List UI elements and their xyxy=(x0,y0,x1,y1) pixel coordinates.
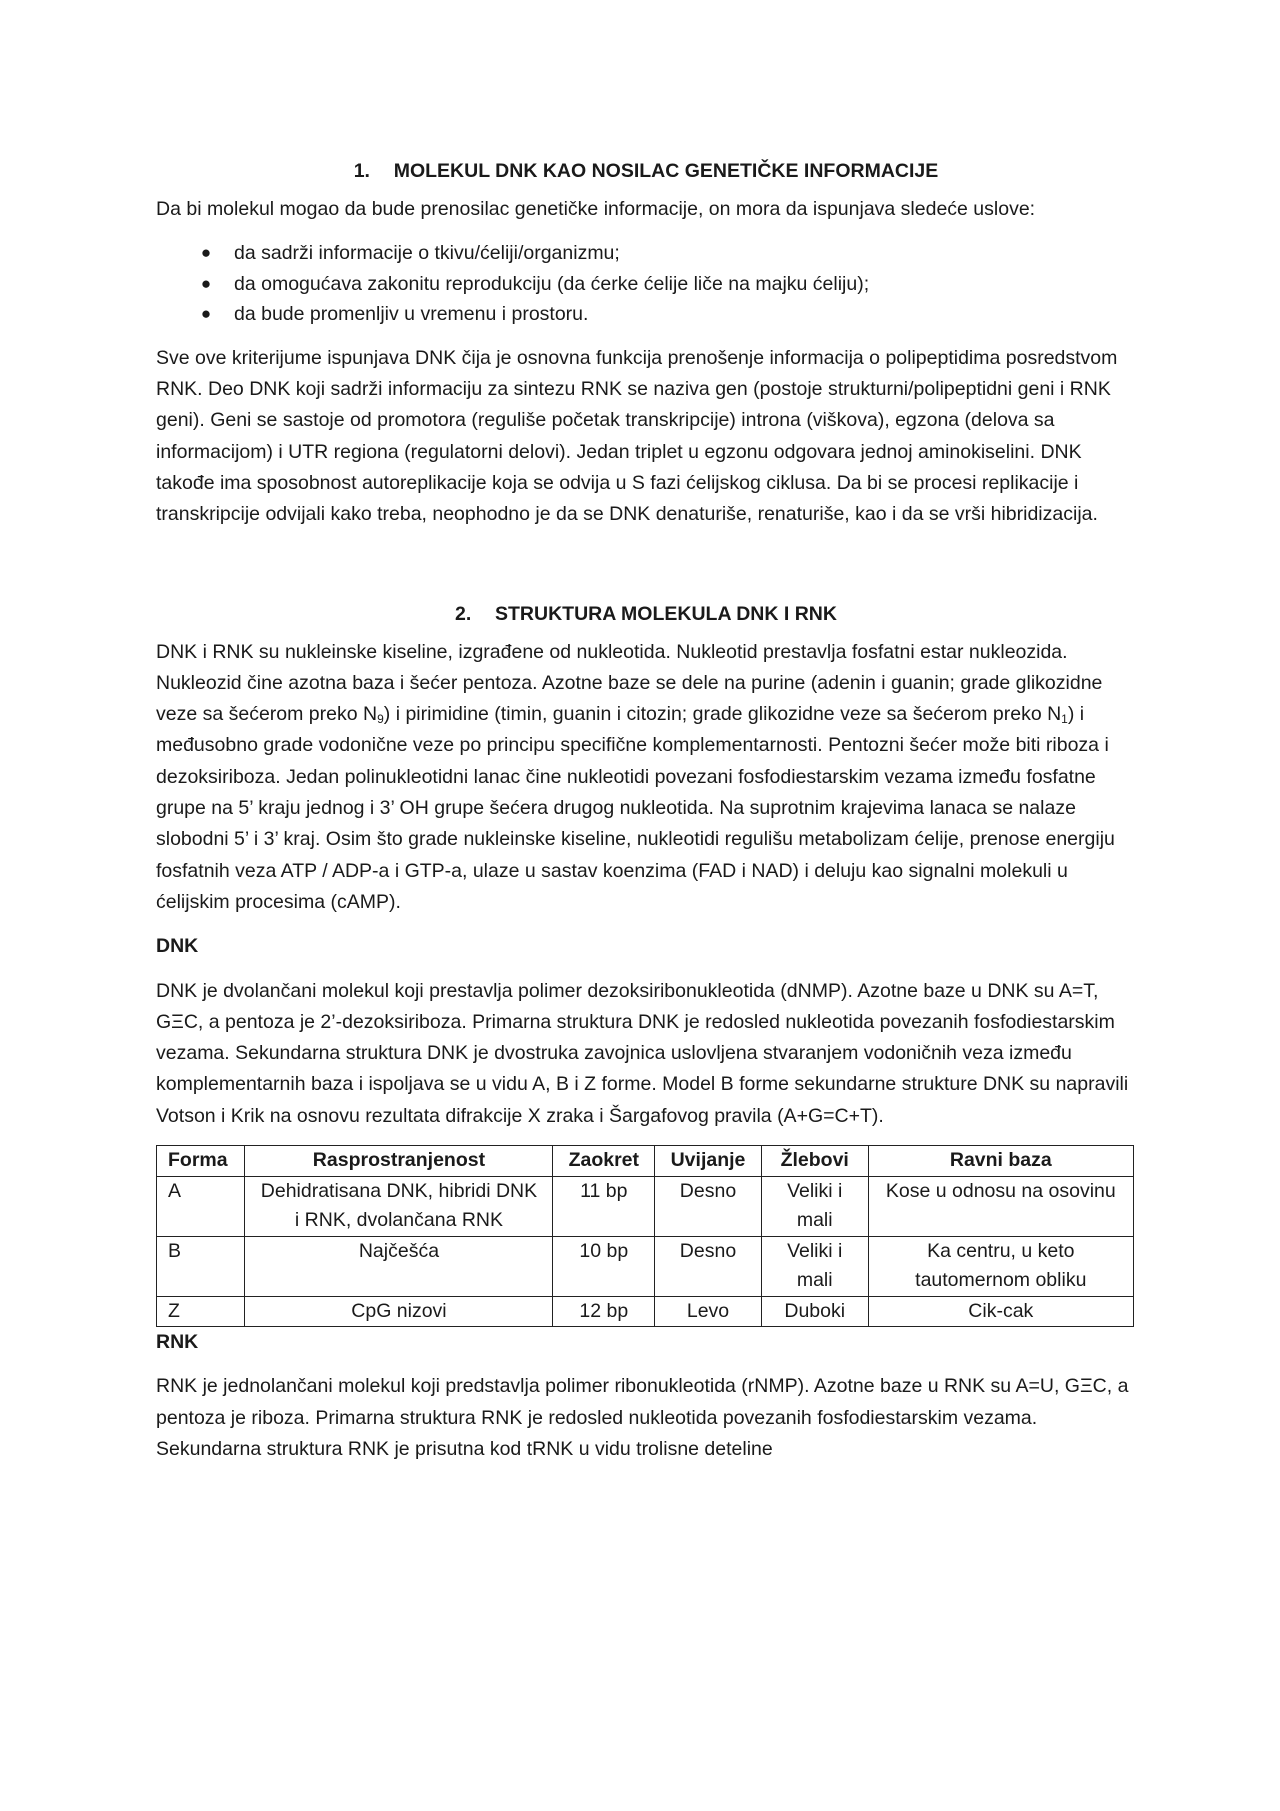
rnk-subheading: RNK xyxy=(156,1331,199,1354)
section-2-number: 2. xyxy=(455,602,472,625)
column-header: Rasprostranjenost xyxy=(245,1146,553,1177)
list-item xyxy=(156,238,1136,269)
bullet-icon: ● xyxy=(200,273,212,293)
list-item xyxy=(156,269,1136,300)
column-header: Ravni baza xyxy=(868,1146,1133,1177)
text-run: DNK i RNK su nukleinske kiseline, izgrađene od nukleotida. Nukleotid prestavlja fosfatni estar nukleozida. Nukleozid čine azotna baza i šećer pentoza. Azotne baze se dele na purine (adenin i guanin; grade glikozidne veze sa šećerom preko N xyxy=(156,640,1103,726)
subscript: 1 xyxy=(1061,712,1068,727)
bullet-icon: ● xyxy=(200,304,212,324)
section-2-heading xyxy=(156,599,1136,630)
table-cell: Veliki i mali xyxy=(761,1236,868,1296)
dnk-subheading: DNK xyxy=(156,935,199,958)
text-run: ) i pirimidine (timin, guanin i citozin; grade glikozidne veze sa šećerom preko N xyxy=(383,703,1062,726)
rnk-body: RNK je jednolančani molekul koji predstavlja polimer ribonukleotida (rNMP). Azotne baze u RNK su A=U, GΞC, a pentoza je riboza. Primarna struktura RNK je redosled nukleotida povezanih fosfodiestarskim vezama. Sekundarna struktura RNK je prisutna kod tRNK u vidu trolisne deteline xyxy=(156,1375,1129,1460)
section-1-intro: Da bi molekul mogao da bude prenosilac genetičke informacije, on mora da ispunjava sledeće uslove: xyxy=(156,198,1036,220)
table-cell: Levo xyxy=(655,1296,762,1327)
dna-forms-table xyxy=(156,1145,1134,1327)
column-header: Zaokret xyxy=(553,1146,655,1177)
table-cell: Z xyxy=(157,1296,245,1327)
section-1-number: 1. xyxy=(353,160,370,182)
section-2-title: STRUKTURA MOLEKULA DNK I RNK xyxy=(495,602,837,625)
requirements-list xyxy=(156,238,1136,330)
table-cell: A xyxy=(157,1176,245,1236)
table-cell: Ka centru, u keto tautomernom obliku xyxy=(868,1236,1133,1296)
table-cell: B xyxy=(157,1236,245,1296)
table-cell: Kose u odnosu na osovinu xyxy=(868,1176,1133,1236)
section-1-body: Sve ove kriterijume ispunjava DNK čija je osnovna funkcija prenošenje informacija o polipeptidima posredstvom RNK. Deo DNK koji sadrži informaciju za sintezu RNK se naziva gen (postoje strukturni/polipeptidni geni i RNK geni). Geni se sastoje od promotora (reguliše početak transkripcije) introna (viškova), egzona (delova sa informacijom) i UTR regiona (regulatorni delovi). Jedan triplet u egzonu odgovara jednoj aminokiselini. DNK takođe ima sposobnost autoreplikacije koja se odvija u S fazi ćelijskog ciklusa. Da bi se procesi replikacije i transkripcije odvijali kako treba, neophodno je da se DNK denaturiše, renaturiše, kao i da se vrši hibridizacija. xyxy=(156,346,1118,526)
table-header-row xyxy=(157,1146,1134,1177)
list-item xyxy=(156,299,1136,330)
table-cell: 11 bp xyxy=(553,1176,655,1236)
section-2-intro xyxy=(156,637,1136,919)
table-row xyxy=(157,1296,1134,1327)
column-header: Uvijanje xyxy=(655,1146,762,1177)
subscript: 9 xyxy=(377,712,384,727)
list-item-text: da sadrži informacije o tkivu/ćeliji/organizmu; xyxy=(234,242,620,265)
table-cell: Veliki i mali xyxy=(761,1176,868,1236)
page-content xyxy=(156,156,1136,1478)
table-cell: Desno xyxy=(655,1176,762,1236)
text-run: ) i međusobno grade vodonične veze po principu specifične komplementarnosti. Pentozni šećer može biti riboza i dezoksiriboza. Jedan polinukleotidni lanac čine nukleotidi povezani fosfodiestarskim vezama između fosfatne grupe na 5’ kraju jednog i 3’ OH grupe šećera drugog nukleotida. Na suprotnim krajevima lanaca se nalaze slobodni 5’ i 3’ kraj. Osim što grade nukleinske kiseline, nukleotidi regulišu metabolizam ćelije, prenose energiju fosfatnih veza ATP / ADP-a i GTP-a, ulaze u sastav koenzima (FAD i NAD) i deluju kao signalni molekuli u ćelijskim procesima (cAMP). xyxy=(156,703,1115,913)
list-item-text: da bude promenljiv u vremenu i prostoru. xyxy=(234,303,589,326)
table-cell: 10 bp xyxy=(553,1236,655,1296)
table-cell: Cik-cak xyxy=(868,1296,1133,1327)
table-cell: Najčešća xyxy=(245,1236,553,1296)
table-row xyxy=(157,1176,1134,1236)
table-cell: Duboki xyxy=(761,1296,868,1327)
section-1-heading xyxy=(156,156,1136,187)
column-header: Forma xyxy=(157,1146,245,1177)
dnk-body: DNK je dvolančani molekul koji prestavlja polimer dezoksiribonukleotida (dNMP). Azotne baze u DNK su A=T, GΞC, a pentoza je 2’-dezoksiriboza. Primarna struktura DNK je redosled nukleotida povezanih fosfodiestarskim vezama. Sekundarna struktura DNK je dvostruka zavojnica uslovljena stvaranjem vodoničnih veza između komplementarnih baza i ispoljava se u vidu A, B i Z forme. Model B forme sekundarne strukture DNK su napravili Votson i Krik na osnovu rezultata difrakcije X zraka i Šargafovog pravila (A+G=C+T). xyxy=(156,979,1129,1127)
table-cell: Desno xyxy=(655,1236,762,1296)
table-cell: 12 bp xyxy=(553,1296,655,1327)
section-1-title: MOLEKUL DNK KAO NOSILAC GENETIČKE INFORMACIJE xyxy=(393,160,939,182)
table-row xyxy=(157,1236,1134,1296)
section-spacer xyxy=(156,544,1136,599)
table-cell: CpG nizovi xyxy=(245,1296,553,1327)
table-cell: Dehidratisana DNK, hibridi DNK i RNK, dvolančana RNK xyxy=(245,1176,553,1236)
list-item-text: da omogućava zakonitu reprodukciju (da ćerke ćelije liče na majku ćeliju); xyxy=(234,272,870,295)
column-header: Žlebovi xyxy=(761,1146,868,1177)
bullet-icon: ● xyxy=(200,243,212,263)
